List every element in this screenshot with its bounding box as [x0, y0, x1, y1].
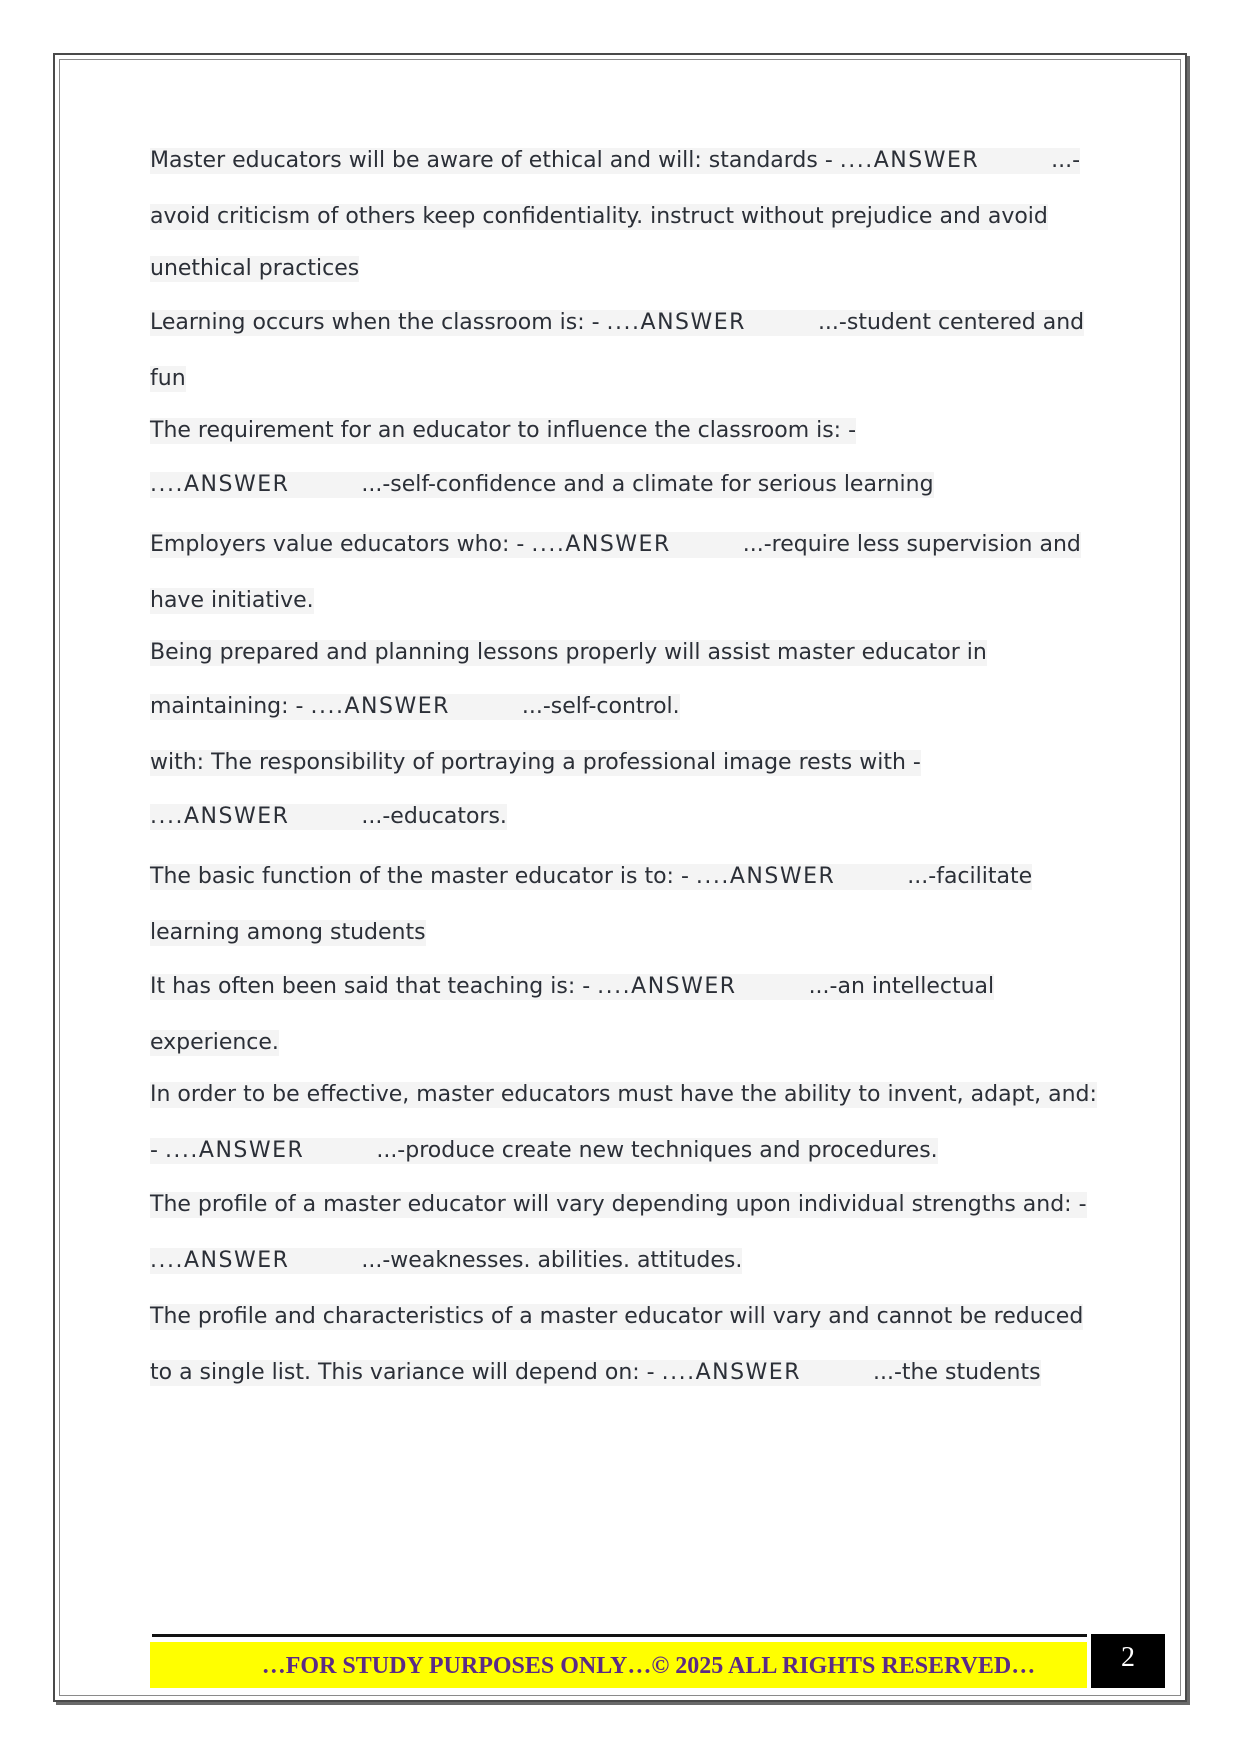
qa-line-highlight: [150, 974, 994, 1000]
qa-line-highlight: [150, 418, 856, 444]
qa-line: [150, 254, 359, 284]
footer-rule: [152, 1634, 1087, 1637]
qa-line: [150, 802, 507, 832]
answer-label: ....ANSWER: [661, 1360, 801, 1385]
qa-line: [150, 146, 1080, 176]
qa-line: [150, 1302, 1083, 1332]
qa-line-highlight: [150, 804, 507, 830]
qa-line: [150, 1246, 742, 1276]
qa-line-highlight: [150, 1304, 1083, 1330]
qa-text: -: [150, 1138, 165, 1163]
qa-text: learning among students: [150, 920, 426, 945]
footer-band: [150, 1642, 1087, 1688]
qa-line-highlight: [150, 148, 1080, 174]
qa-line-highlight: [150, 532, 1081, 558]
answer-text: ...-require less supervision and: [742, 532, 1081, 557]
qa-line: [150, 1080, 1097, 1110]
qa-line: [150, 470, 934, 500]
answer-text: ...-facilitate: [907, 864, 1033, 889]
answer-label: ....ANSWER: [531, 532, 671, 557]
qa-text: avoid criticism of others keep confidentiality. instruct without prejudice and avoid: [150, 204, 1048, 229]
qa-text: fun: [150, 366, 186, 391]
answer-label: ....ANSWER: [839, 148, 980, 173]
qa-line-highlight: [150, 204, 1048, 230]
qa-line-highlight: [150, 588, 314, 614]
qa-line: [150, 1028, 279, 1058]
qa-line: [150, 638, 987, 668]
qa-line: [150, 1136, 938, 1166]
qa-text: to a single list. This variance will depend on: -: [150, 1360, 662, 1385]
qa-text: with: The responsibility of portraying a professional image rests with -: [150, 750, 921, 775]
qa-text: maintaining: -: [150, 694, 311, 719]
qa-text: In order to be effective, master educators must have the ability to invent, adapt, and:: [150, 1082, 1097, 1107]
qa-line-highlight: [150, 366, 186, 392]
answer-label: ....ANSWER: [150, 1248, 290, 1273]
qa-line-highlight: [150, 694, 680, 720]
answer-label: ....ANSWER: [164, 1138, 305, 1163]
qa-line-highlight: [150, 1248, 742, 1274]
qa-line-highlight: [150, 310, 1084, 336]
answer-label: ....ANSWER: [150, 804, 290, 829]
answer-label: ....ANSWER: [597, 974, 737, 999]
answer-text: ...-educators.: [361, 804, 507, 829]
qa-text: Employers value educators who: -: [150, 532, 532, 557]
qa-line: [150, 364, 186, 394]
qa-line-highlight: [150, 750, 921, 776]
qa-line-highlight: [150, 1030, 279, 1056]
qa-line: [150, 530, 1081, 560]
qa-line-highlight: [150, 864, 1032, 890]
qa-line-highlight: [150, 1360, 1041, 1386]
page-number-box: [1091, 1634, 1165, 1688]
qa-line-highlight: [150, 256, 359, 282]
answer-text: ...-self-control.: [521, 694, 680, 719]
qa-line-highlight: [150, 920, 426, 946]
answer-text: ...-weaknesses. abilities. attitudes.: [361, 1248, 743, 1273]
answer-text: ...-the students: [873, 1360, 1041, 1385]
qa-text: The profile of a master educator will vary depending upon individual strengths and: -: [150, 1192, 1087, 1217]
qa-text: Master educators will be aware of ethical and will: standards -: [150, 148, 840, 173]
page-number: 2: [1121, 1642, 1135, 1673]
answer-label: ....ANSWER: [150, 472, 290, 497]
answer-text: ...-student centered and: [817, 310, 1085, 335]
answer-text: ...-: [1051, 148, 1081, 173]
answer-label: ....ANSWER: [606, 310, 746, 335]
qa-line-highlight: [150, 1082, 1097, 1108]
qa-line-highlight: [150, 1138, 938, 1164]
qa-text: Being prepared and planning lessons properly will assist master educator in: [150, 640, 987, 665]
qa-text: The profile and characteristics of a master educator will vary and cannot be reduced: [150, 1304, 1084, 1329]
qa-line: [150, 1358, 1041, 1388]
qa-line: [150, 862, 1032, 892]
answer-text: ...-produce create new techniques and procedures.: [376, 1138, 938, 1163]
qa-line: [150, 416, 856, 446]
qa-text: have initiative.: [150, 588, 314, 613]
qa-line-highlight: [150, 472, 934, 498]
qa-text: The basic function of the master educator is to: -: [150, 864, 696, 889]
answer-label: ....ANSWER: [695, 864, 836, 889]
qa-line: [150, 748, 921, 778]
qa-text: It has often been said that teaching is: -: [150, 974, 598, 999]
qa-line: [150, 202, 1048, 232]
qa-line-highlight: [150, 1192, 1087, 1218]
qa-line: [150, 308, 1084, 338]
footer-text: …FOR STUDY PURPOSES ONLY…© 2025 ALL RIGHTS RESERVED…: [261, 1653, 1036, 1679]
qa-text: experience.: [150, 1030, 279, 1055]
qa-line: [150, 586, 314, 616]
answer-text: ...-an intellectual: [808, 974, 995, 999]
qa-line: [150, 1190, 1087, 1220]
qa-text: The requirement for an educator to influence the classroom is: -: [150, 418, 857, 443]
qa-line: [150, 918, 426, 948]
qa-text: Learning occurs when the classroom is: -: [150, 310, 607, 335]
answer-text: ...-self-confidence and a climate for serious learning: [361, 472, 934, 497]
answer-label: ....ANSWER: [310, 694, 450, 719]
qa-line-highlight: [150, 640, 987, 666]
qa-text: unethical practices: [150, 256, 360, 281]
qa-line: [150, 972, 994, 1002]
qa-line: [150, 692, 680, 722]
